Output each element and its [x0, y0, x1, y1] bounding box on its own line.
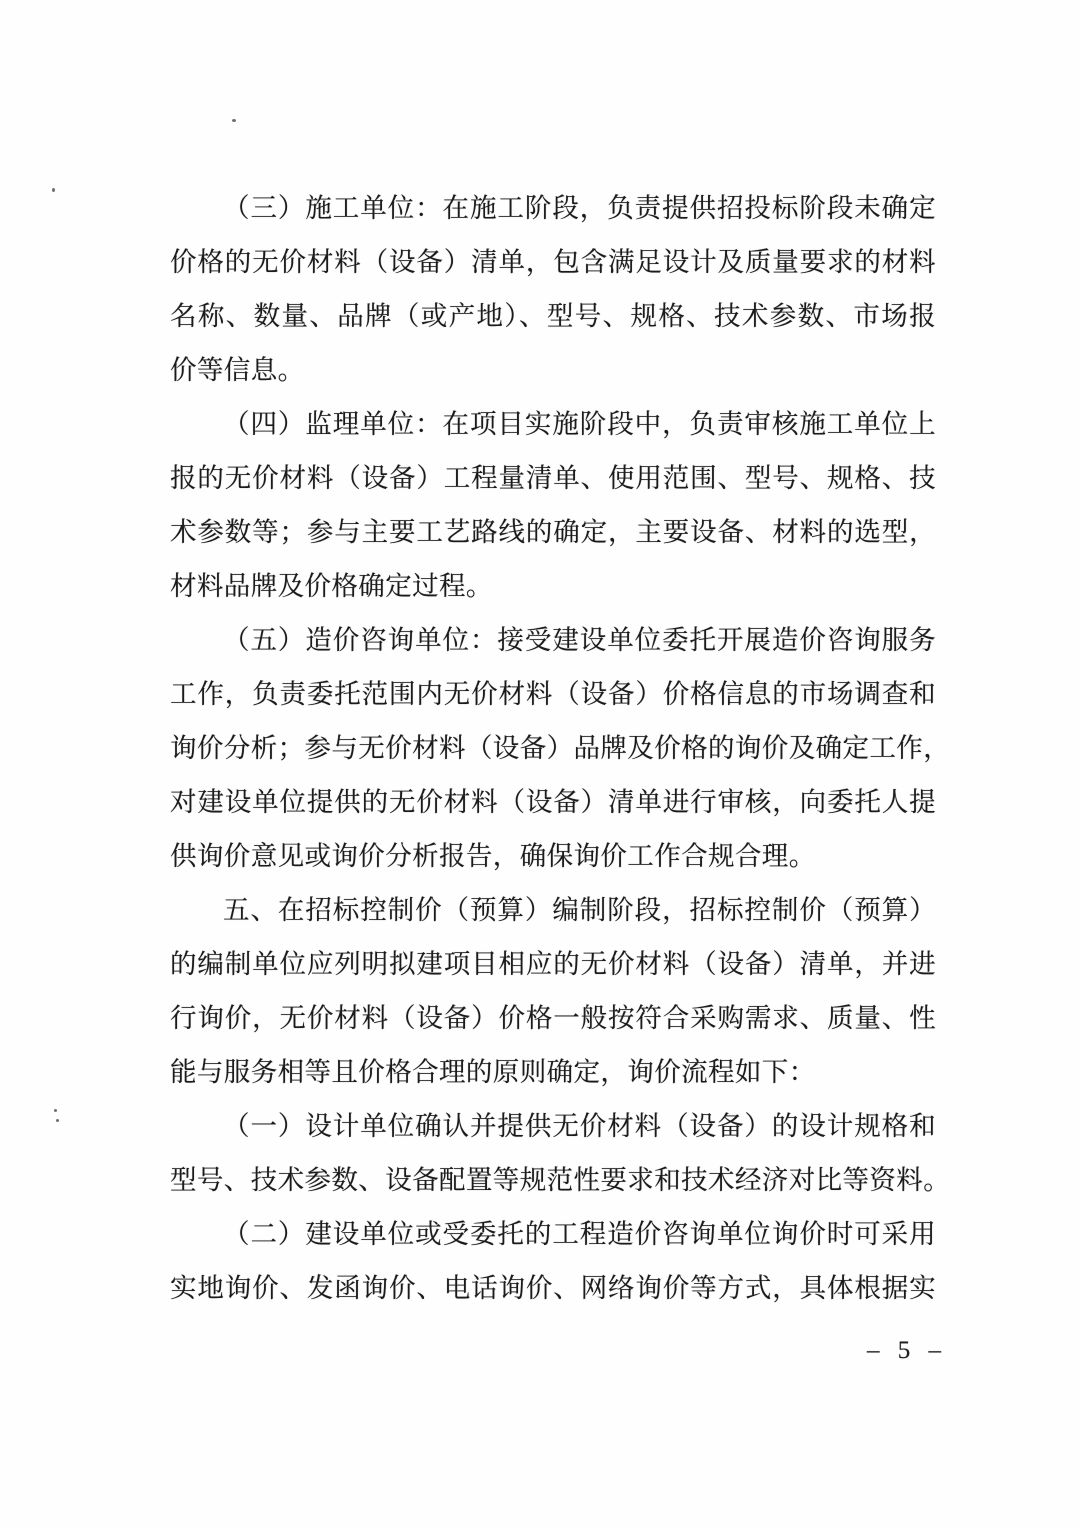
scan-speck	[56, 1119, 59, 1122]
paragraph-line: 的编制单位应列明拟建项目相应的无价材料（设备）清单，并进	[170, 949, 936, 979]
paragraph-line: 五、在招标控制价（预算）编制阶段，招标控制价（预算）	[223, 895, 936, 925]
scan-speck	[232, 119, 236, 122]
paragraph-line: 对建设单位提供的无价材料（设备）清单进行审核，向委托人提	[170, 787, 936, 817]
paragraph-line: 实地询价、发函询价、电话询价、网络询价等方式，具体根据实	[170, 1273, 936, 1303]
paragraph-item-5-cost-consulting-unit	[170, 613, 951, 883]
paragraph-line: （二）建设单位或受委托的工程造价咨询单位询价时可采用	[223, 1219, 936, 1249]
paragraph-line: 行询价，无价材料（设备）价格一般按符合采购需求、质量、性	[170, 1003, 936, 1033]
paragraph-line: 型号、技术参数、设备配置等规范性要求和技术经济对比等资料。	[170, 1165, 951, 1195]
paragraph-line: （三）施工单位：在施工阶段，负责提供招投标阶段未确定	[223, 193, 936, 223]
paragraph-line: 价格的无价材料（设备）清单，包含满足设计及质量要求的材料	[170, 247, 936, 277]
scan-speck	[54, 1109, 57, 1112]
paragraph-item-1-design-unit	[170, 1099, 951, 1207]
paragraph-item-3-construction-unit	[170, 181, 936, 397]
paragraph-line: 供询价意见或询价分析报告，确保询价工作合规合理。	[170, 841, 816, 871]
text-block	[170, 181, 951, 1315]
paragraph-item-4-supervision-unit	[170, 397, 936, 613]
page-number: – 5 –	[867, 1337, 947, 1364]
paragraph-line: 询价分析；参与无价材料（设备）品牌及价格的询价及确定工作，	[170, 733, 951, 763]
scan-speck	[52, 188, 55, 192]
paragraph-section-5-tender-control-price	[170, 883, 936, 1099]
paragraph-line: （一）设计单位确认并提供无价材料（设备）的设计规格和	[223, 1111, 936, 1141]
paragraph-line: 工作，负责委托范围内无价材料（设备）价格信息的市场调查和	[170, 679, 936, 709]
paragraph-line: 能与服务相等且价格合理的原则确定，询价流程如下：	[170, 1057, 816, 1087]
paragraph-line: （四）监理单位：在项目实施阶段中，负责审核施工单位上	[223, 409, 936, 439]
paragraph-line: 报的无价材料（设备）工程量清单、使用范围、型号、规格、技	[170, 463, 936, 493]
paragraph-item-2-inquiry-methods	[170, 1207, 936, 1315]
paragraph-line: 价等信息。	[170, 355, 305, 385]
paragraph-line: 材料品牌及价格确定过程。	[170, 571, 493, 601]
paragraph-line: 名称、数量、品牌（或产地）、型号、规格、技术参数、市场报	[170, 301, 936, 331]
paragraph-line: （五）造价咨询单位：接受建设单位委托开展造价咨询服务	[223, 625, 936, 655]
paragraph-line: 术参数等；参与主要工艺路线的确定，主要设备、材料的选型，	[170, 517, 936, 547]
